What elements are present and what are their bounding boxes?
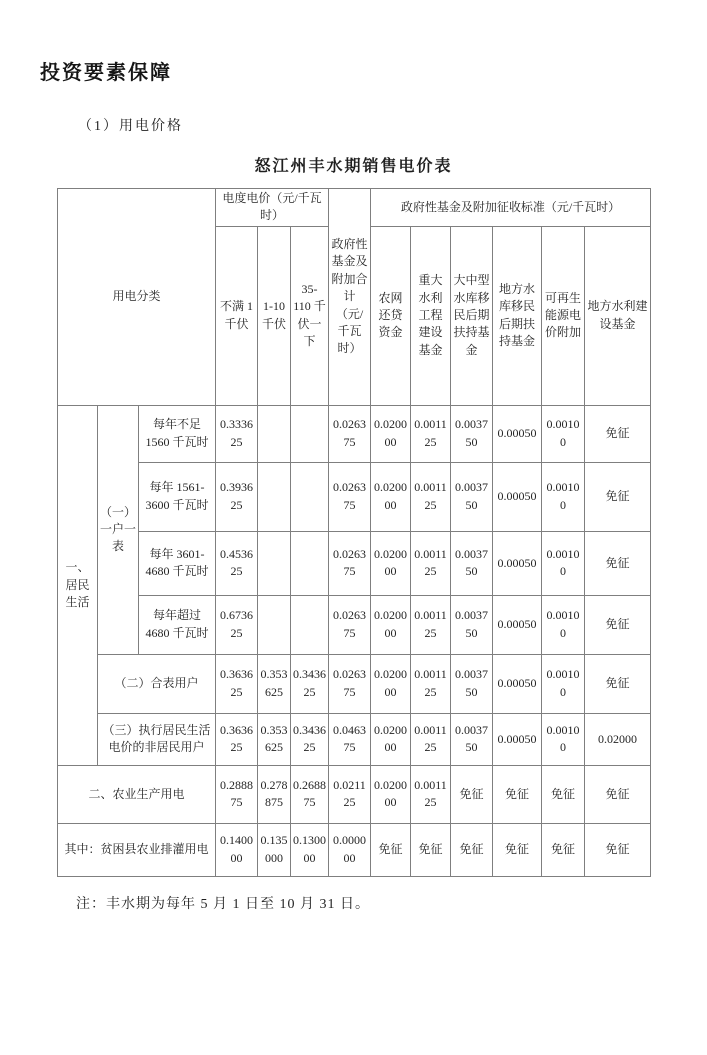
row-label: （三）执行居民生活电价的非居民用户	[98, 713, 216, 765]
row-label: 每年 3601-4680 千瓦时	[139, 531, 216, 595]
row-label: 每年 1561-3600 千瓦时	[139, 462, 216, 531]
value-cell: 免征	[493, 765, 542, 823]
table-row	[58, 531, 651, 595]
value-cell: 免征	[585, 595, 651, 654]
col-header-fund-local-water: 地方水利建设基金	[585, 226, 651, 405]
value-cell	[291, 531, 329, 595]
value-cell: 0.003750	[451, 462, 493, 531]
col-header-fund-grid-loan: 农网还贷资金	[371, 226, 411, 405]
row-label: 每年超过 4680 千瓦时	[139, 595, 216, 654]
value-cell: 免征	[585, 765, 651, 823]
value-cell: 0.453625	[216, 531, 258, 595]
value-cell: 免征	[542, 765, 585, 823]
value-cell: 0.135000	[258, 823, 291, 876]
col-header-classification: 用电分类	[58, 189, 216, 406]
value-cell	[258, 405, 291, 462]
value-cell: 0.268875	[291, 765, 329, 823]
value-cell: 0.278875	[258, 765, 291, 823]
table-row	[58, 654, 651, 713]
table-row	[58, 823, 651, 876]
value-cell: 0.140000	[216, 823, 258, 876]
value-cell	[291, 595, 329, 654]
col-header-voltage-under-1kv: 不满 1 千伏	[216, 226, 258, 405]
value-cell: 0.363625	[216, 713, 258, 765]
value-cell: 0.343625	[291, 713, 329, 765]
value-cell: 0.021125	[329, 765, 371, 823]
col-header-fund-local-reservoir: 地方水库移民后期扶持基金	[493, 226, 542, 405]
table-row	[58, 595, 651, 654]
value-cell: 0.00050	[493, 405, 542, 462]
value-cell: 0.000000	[329, 823, 371, 876]
value-cell: 0.046375	[329, 713, 371, 765]
value-cell: 0.00100	[542, 462, 585, 531]
value-cell: 免征	[451, 765, 493, 823]
value-cell: 0.00050	[493, 531, 542, 595]
price-table	[57, 188, 651, 877]
value-cell	[291, 462, 329, 531]
value-cell: 免征	[371, 823, 411, 876]
col-header-fund-renewable: 可再生能源电价附加	[542, 226, 585, 405]
value-cell: 0.020000	[371, 765, 411, 823]
section-label: （1）用电价格	[78, 119, 183, 134]
value-cell: 0.001125	[411, 765, 451, 823]
value-cell: 免征	[411, 823, 451, 876]
value-cell: 0.00100	[542, 713, 585, 765]
value-cell: 0.026375	[329, 531, 371, 595]
note-text: 注：丰水期为每年 5 月 1 日至 10 月 31 日。	[76, 896, 370, 912]
value-cell: 0.130000	[291, 823, 329, 876]
value-cell: 0.020000	[371, 462, 411, 531]
value-cell: 免征	[585, 405, 651, 462]
page-heading: 投资要素保障	[40, 62, 172, 84]
col-header-energy-price-group: 电度电价（元/千瓦时）	[216, 189, 329, 227]
row-label: 每年不足 1560 千瓦时	[139, 405, 216, 462]
table-row	[58, 765, 651, 823]
col-header-fund-total: 政府性基金及附加合计（元/千瓦时）	[329, 189, 371, 406]
value-cell: 免征	[585, 462, 651, 531]
value-cell: 0.673625	[216, 595, 258, 654]
value-cell: 0.003750	[451, 654, 493, 713]
value-cell: 0.333625	[216, 405, 258, 462]
value-cell: 免征	[493, 823, 542, 876]
row-label: （二）合表用户	[98, 654, 216, 713]
value-cell: 0.001125	[411, 405, 451, 462]
value-cell: 0.020000	[371, 531, 411, 595]
col-header-voltage-35-110kv: 35-110 千伏一下	[291, 226, 329, 405]
value-cell: 0.026375	[329, 654, 371, 713]
value-cell: 0.00050	[493, 713, 542, 765]
table-row	[58, 713, 651, 765]
value-cell: 0.00100	[542, 595, 585, 654]
value-cell: 0.026375	[329, 405, 371, 462]
value-cell: 免征	[451, 823, 493, 876]
col-header-voltage-1-10kv: 1-10 千伏	[258, 226, 291, 405]
value-cell	[258, 531, 291, 595]
value-cell: 0.393625	[216, 462, 258, 531]
table-row	[58, 405, 651, 462]
table-row	[58, 462, 651, 531]
col-header-fund-standard-group: 政府性基金及附加征收标准（元/千瓦时）	[371, 189, 651, 227]
group-label-residential: 一、居民生活	[58, 405, 98, 765]
row-label: 二、农业生产用电	[58, 765, 216, 823]
value-cell	[291, 405, 329, 462]
value-cell: 0.00050	[493, 595, 542, 654]
col-header-fund-major-water: 重大水利工程建设基金	[411, 226, 451, 405]
value-cell: 0.020000	[371, 654, 411, 713]
group-label-one-meter: （一）一户一表	[98, 405, 139, 654]
value-cell: 0.00100	[542, 405, 585, 462]
value-cell: 0.026375	[329, 462, 371, 531]
value-cell: 0.003750	[451, 595, 493, 654]
value-cell: 免征	[585, 654, 651, 713]
col-header-fund-large-reservoir: 大中型水库移民后期扶持基金	[451, 226, 493, 405]
table-title: 怒江州丰水期销售电价表	[254, 158, 453, 175]
value-cell: 0.00100	[542, 531, 585, 595]
value-cell: 0.288875	[216, 765, 258, 823]
value-cell: 0.353625	[258, 713, 291, 765]
value-cell: 0.00050	[493, 654, 542, 713]
value-cell: 0.020000	[371, 405, 411, 462]
value-cell: 0.020000	[371, 713, 411, 765]
value-cell: 0.00050	[493, 462, 542, 531]
value-cell: 免征	[585, 531, 651, 595]
value-cell	[258, 462, 291, 531]
value-cell: 0.003750	[451, 405, 493, 462]
value-cell: 0.00100	[542, 654, 585, 713]
value-cell: 0.001125	[411, 713, 451, 765]
value-cell: 0.353625	[258, 654, 291, 713]
value-cell: 0.020000	[371, 595, 411, 654]
value-cell: 0.02000	[585, 713, 651, 765]
header-row-groups	[58, 189, 651, 227]
value-cell: 0.003750	[451, 713, 493, 765]
value-cell	[258, 595, 291, 654]
value-cell: 免征	[585, 823, 651, 876]
value-cell: 0.003750	[451, 531, 493, 595]
value-cell: 免征	[542, 823, 585, 876]
row-label: 其中：贫困县农业排灌用电	[58, 823, 216, 876]
value-cell: 0.001125	[411, 531, 451, 595]
value-cell: 0.001125	[411, 595, 451, 654]
value-cell: 0.001125	[411, 654, 451, 713]
value-cell: 0.343625	[291, 654, 329, 713]
value-cell: 0.001125	[411, 462, 451, 531]
value-cell: 0.026375	[329, 595, 371, 654]
value-cell: 0.363625	[216, 654, 258, 713]
